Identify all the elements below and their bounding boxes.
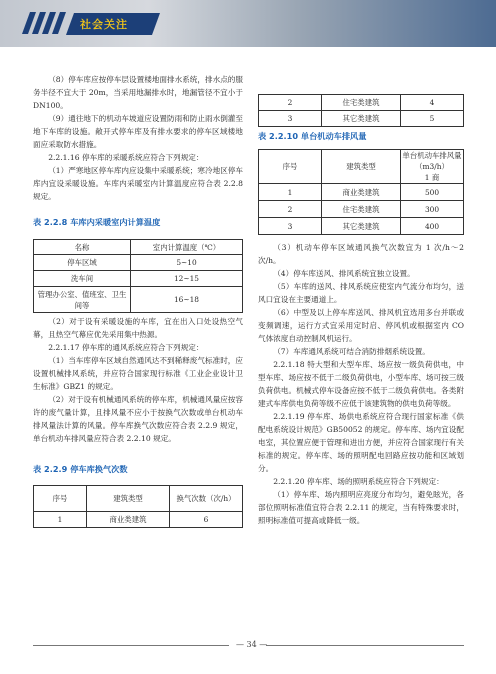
paragraph: （1）当车库停车区域自然通风达不到稀释废气标准时，应设置机械排风系统，并应符合国家现行标准《工业企业设计卫生标准》GBZ1 的规定。 — [33, 356, 243, 391]
paragraph: 2.2.1.18 特大型和大型车库、场应按一级负荷供电，中型车库、场应按不低于二级负荷供电，小型车库、场可按三级负荷供电。机械式停车设备应按不低于二级负荷供电。各类附建式车库供电负荷等级不应低于该建筑物的供电负荷等级。 — [258, 360, 464, 408]
table-cell: 洗车间 — [34, 271, 131, 287]
table-cell: 住宅类建筑 — [322, 201, 401, 218]
table-cell: 12~15 — [131, 271, 243, 287]
table-caption: 表 2.2.9 停车库换气次数 — [33, 464, 128, 474]
table-header: 序号 — [34, 486, 87, 512]
left-column — [33, 73, 243, 528]
table-cell: 3 — [259, 111, 322, 127]
table-header: 单台机动车排风量（m3/h） — [402, 151, 462, 171]
table-header: 1 商 — [401, 172, 464, 184]
table-2-2-9 — [33, 485, 243, 528]
paragraph: 2.2.1.16 停车库的采暖系统应符合下列规定： — [48, 153, 204, 162]
footer-rule-left — [33, 645, 229, 646]
table-cell: 5 — [401, 111, 464, 127]
table-cell: 400 — [401, 218, 464, 235]
table-cell: 商业类建筑 — [322, 184, 401, 201]
paragraph: （8）停车库应按停车层设置楼地面排水系统，排水点的服务半径不宜大于 20m，当采用地漏排水时，地漏管径不宜小于 DN100。 — [33, 75, 243, 110]
paragraph: （9）通往地下的机动车坡道应设置防雨和防止雨水倒灌至地下车库的设施。敞开式停车库及有排水要求的停车区域楼地面应采取防水措施。 — [33, 114, 243, 149]
page-number: — 34 — — [236, 640, 268, 649]
table-2-2-10 — [258, 149, 464, 235]
table-header: 室内计算温度（℃） — [131, 240, 243, 255]
paragraph: （7）车库通风系统可结合消防排烟系统设置。 — [273, 347, 430, 356]
table-header: 换气次数（次/h） — [170, 486, 243, 512]
table-cell: 4 — [401, 95, 464, 111]
table-cell: 停车区域 — [34, 255, 131, 271]
table-header: 建筑类型 — [322, 150, 401, 184]
right-column — [258, 94, 464, 527]
header-band — [0, 0, 496, 47]
table-cell: 16~18 — [131, 287, 243, 313]
paragraph: 2.2.1.20 停车库、场的照明系统应符合下列规定： — [273, 477, 444, 486]
table-header: 名称 — [34, 240, 131, 255]
stripe-decoration — [26, 12, 64, 34]
paragraph: （1）严寒地区停车库内应设集中采暖系统；寒冷地区停车库内宜设采暖设施。车库内采暖室内计算温度应符合表 2.2.8 规定。 — [33, 166, 243, 201]
table-cell: 2 — [259, 201, 322, 218]
table-2-2-8 — [33, 239, 243, 313]
table-header: 序号 — [259, 150, 322, 184]
paragraph: 2.2.1.17 停车库的通风系统应符合下列规定： — [48, 343, 204, 352]
paragraph: 2.2.1.19 停车库、场供电系统应符合现行国家标准《供配电系统设计规范》GB50052 的规定。停车库、场内宜设配电室，其位置应便于管理和进出方便，并应符合国家现行有关标准的规定。停车库、场的照明配电回路应按功能和区域划分。 — [258, 412, 464, 473]
table-cell: 500 — [401, 184, 464, 201]
paragraph: （4）停车库送风、排风系统宜独立设置。 — [273, 269, 415, 278]
footer-rule-right — [266, 645, 464, 646]
table-cell: 其它类建筑 — [322, 218, 401, 235]
section-label: 社会关注 — [80, 18, 128, 31]
table-header: 建筑类型 — [87, 486, 170, 512]
table-cell: 商业类建筑 — [87, 512, 170, 528]
paragraph: （1）停车库、场内照明应亮度分布均匀，避免眩光，各部位照明标准值宜符合表 2.2.11 的规定，当有特殊要求时，照明标准值可提高或降低一级。 — [258, 490, 464, 525]
table-cell: 其它类建筑 — [322, 111, 401, 127]
table-cell: 2 — [259, 95, 322, 111]
table-cell: 3 — [259, 218, 322, 235]
table-cell: 300 — [401, 201, 464, 218]
paragraph: （2）对于设有机械通风系统的停车库，机械通风量应按容许的废气量计算，且排风量不应小于按换气次数或单台机动车排风量法计算的风量。停车库换气次数应符合表 2.2.9 规定，单台机动车排风量应符合表 2.2.10 规定。 — [33, 395, 243, 443]
table-cell: 6 — [170, 512, 243, 528]
table-cell: 管理办公室、值班室、卫生间等 — [34, 287, 131, 313]
table-cell: 住宅类建筑 — [322, 95, 401, 111]
table-caption: 表 2.2.10 单台机动车排风量 — [258, 131, 367, 141]
table-cell: 1 — [34, 512, 87, 528]
table-caption: 表 2.2.8 车库内采暖室内计算温度 — [33, 217, 161, 227]
paragraph: （2）对于设有采暖设施的车库，宜在出入口处设热空气幕，且热空气幕应优先采用集中热源。 — [33, 317, 243, 339]
table-2-2-9-continued — [258, 94, 464, 127]
table-cell: 5~10 — [131, 255, 243, 271]
table-cell: 1 — [259, 184, 322, 201]
paragraph: （3）机动车停车区域通风换气次数宜为 1 次/h～2 次/h。 — [258, 243, 464, 265]
paragraph: （5）车库的送风、排风系统应使室内气流分布均匀，送风口宜设在主要通道上。 — [258, 282, 464, 304]
paragraph: （6）中型及以上停车库送风、排风机宜选用多台并联或变频调速，运行方式宜采用定时启、停风机或根据室内 CO 气体浓度自动控制风机运行。 — [258, 308, 464, 343]
